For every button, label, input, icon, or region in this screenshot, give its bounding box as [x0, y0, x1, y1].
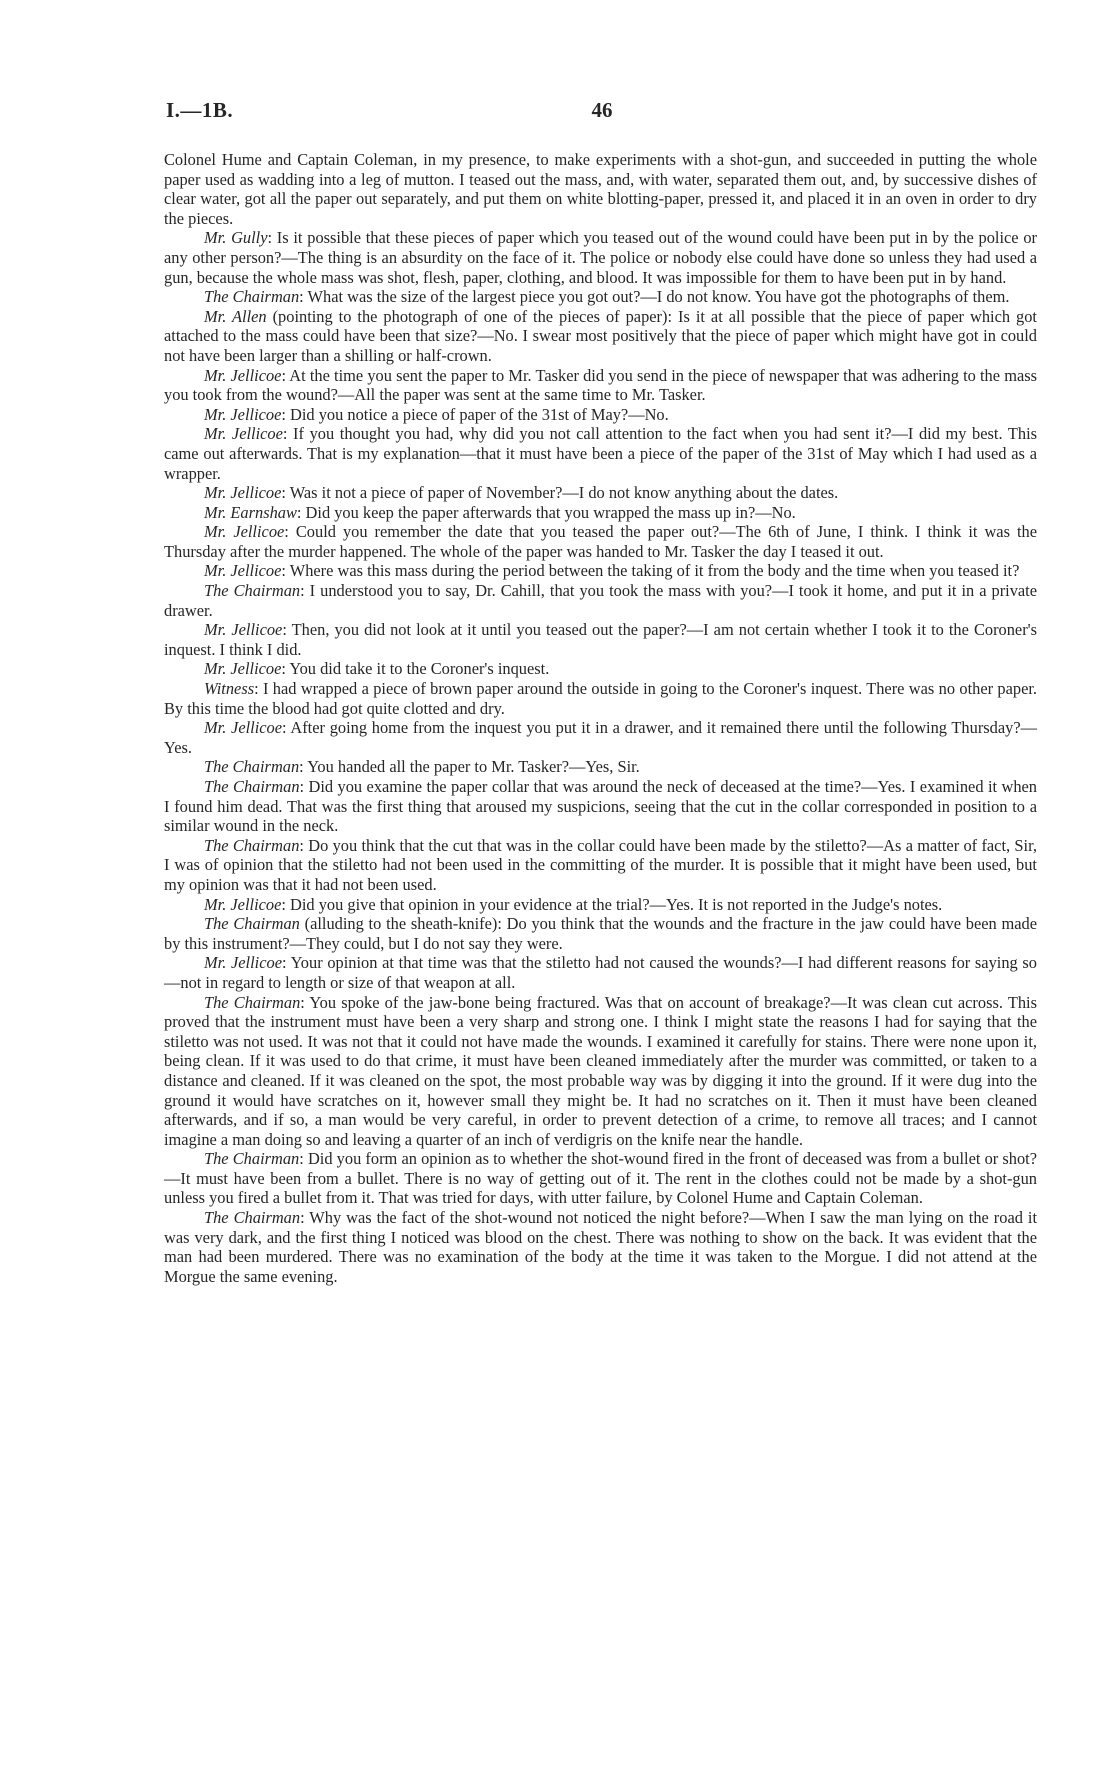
paragraph-text: : Was it not a piece of paper of November?—I do not know anything about the dates.: [281, 483, 839, 503]
testimony-paragraph: [164, 993, 1037, 1150]
paragraph-text: : You spoke of the jaw-bone being fractured. Was that on account of breakage?—It was clean cut across. This proved that the instrument must have been a very sharp and strong one. I think I might state the reasons I had for saying that the stiletto was not used. It was not that it could not have made the wounds. I examined it carefully for stains. There were none upon it, being clean. If it was used to do that crime, it must have been cleaned immediately after the murder was committed, or taken to a distance and cleaned. If it was cleaned on the spot, the most probable way was by digging it into the ground. If it were dug into the ground it would have scratches on it, however small they might be. It had no scratches on it. Then it must have been cleaned afterwards, and if so, a man would be very careful, in order to prevent detection of a crime, to remove all traces; and I cannot imagine a man doing so and leaving a quarter of an inch of verdigris on the knife near the handle.: [164, 992, 1037, 1149]
testimony-paragraph: [164, 561, 1037, 581]
paragraph-text: : At the time you sent the paper to Mr. Tasker did you send in the piece of newspaper that was adhering to the mass you took from the wound?—All the paper was sent at the same time to Mr. Tasker.: [164, 365, 1037, 405]
speaker-name: The Chairman: [204, 1149, 300, 1169]
document-reference: I.—1B.: [166, 98, 234, 122]
testimony-paragraph: [164, 757, 1037, 777]
testimony-paragraph: [164, 914, 1037, 953]
testimony-paragraph: [164, 483, 1037, 503]
testimony-paragraph: [164, 405, 1037, 425]
paragraph-text: : Did you keep the paper afterwards that you wrapped the mass up in?—No.: [296, 502, 796, 522]
speaker-name: The Chairman: [204, 777, 300, 796]
speaker-name: Mr. Jellicoe: [204, 561, 282, 581]
speaker-name: Mr. Earnshaw: [204, 502, 297, 522]
paragraph-text: : I had wrapped a piece of brown paper around the outside in going to the Coroner's inquest. There was no other paper. By this time the blood had got quite clotted and dry.: [164, 679, 1037, 718]
speaker-name: The Chairman: [204, 992, 301, 1012]
speaker-name: The Chairman: [204, 287, 300, 307]
document-body: [164, 150, 1037, 1286]
speaker-name: Mr. Jellicoe: [204, 953, 282, 973]
paragraph-text: : Did you notice a piece of paper of the 31st of May?—No.: [281, 404, 669, 424]
speaker-name: The Chairman: [204, 581, 301, 601]
testimony-paragraph: [164, 287, 1037, 307]
paragraph-text: : You did take it to the Coroner's inquest.: [281, 659, 550, 679]
testimony-paragraph: [164, 679, 1037, 718]
speaker-name: Mr. Jellicoe: [204, 659, 282, 679]
testimony-paragraph: [164, 895, 1037, 915]
testimony-paragraph: [164, 836, 1037, 895]
testimony-paragraph: [164, 307, 1037, 366]
speaker-name: Mr. Jellicoe: [204, 522, 285, 542]
page-header: [166, 98, 1038, 128]
paragraph-text: : After going home from the inquest you put it in a drawer, and it remained there until the following Thursday?—Yes.: [164, 718, 1037, 757]
paragraph-text: : Do you think that the cut that was in the collar could have been made by the stiletto?—As a matter of fact, Sir, I was of opinion that the stiletto had not been used in the committing of the murder. It is possible that it might have been used, but my opinion was that it had not been used.: [164, 835, 1037, 894]
testimony-paragraph: [164, 620, 1037, 659]
paragraph-text: : I understood you to say, Dr. Cahill, that you took the mass with you?—I took it home, and put it in a private drawer.: [164, 581, 1038, 620]
paragraph-text: : Is it possible that these pieces of paper which you teased out of the wound could have been put in by the police or any other person?—The thing is an absurdity on the face of it. The police or nobody else could have done so unless they had used a gun, because the whole mass was shot, flesh, paper, clothing, and blood. It was impossible for them to have been put in by hand.: [164, 228, 1037, 287]
speaker-name: The Chairman: [204, 757, 300, 777]
testimony-paragraph: [164, 366, 1037, 405]
testimony-paragraph: [164, 424, 1037, 483]
speaker-name: Mr. Jellicoe: [204, 483, 282, 503]
speaker-name: Mr. Jellicoe: [204, 718, 282, 738]
speaker-name: Mr. Gully: [204, 228, 268, 248]
testimony-paragraph: [164, 581, 1037, 620]
testimony-paragraph: [164, 718, 1037, 757]
testimony-paragraph: [164, 503, 1037, 523]
speaker-name: Mr. Allen: [204, 306, 267, 326]
testimony-paragraph: [164, 953, 1037, 992]
paragraph-text: : What was the size of the largest piece you got out?—I do not know. You have got the photographs of them.: [299, 287, 1010, 307]
paragraph-text: : Where was this mass during the period between the taking of it from the body and the time when you teased it?: [281, 561, 1020, 581]
speaker-name: The Chairman: [204, 835, 300, 855]
paragraph-text: (alluding to the sheath-knife): Do you think that the wounds and the fracture in the jaw could have been made by this instrument?—They could, but I do not say they were.: [164, 914, 1037, 953]
testimony-paragraph: [164, 150, 1037, 228]
paragraph-text: : Did you examine the paper collar that was around the neck of deceased at the time?—Yes. I examined it when I found him dead. That was the first thing that aroused my suspicions, seeing that the cut in the collar corresponded in position to a similar wound in the neck.: [164, 777, 1038, 836]
speaker-name: Mr. Jellicoe: [204, 620, 283, 640]
testimony-paragraph: [164, 522, 1037, 561]
paragraph-text: : Did you form an opinion as to whether the shot-wound fired in the front of deceased was from a bullet or shot?—It must have been from a bullet. There is no way of getting out of it. The rent in the clothes could not be made by a shot-gun unless you fired a bullet from it. That was tried for days, with utter failure, by Colonel Hume and Captain Coleman.: [164, 1149, 1038, 1208]
speaker-name: The Chairman: [204, 1208, 301, 1228]
testimony-paragraph: [164, 659, 1037, 679]
speaker-name: Mr. Jellicoe: [204, 365, 282, 385]
speaker-name: Mr. Jellicoe: [204, 404, 282, 424]
testimony-paragraph: [164, 1208, 1037, 1286]
paragraph-text: : Your opinion at that time was that the stiletto had not caused the wounds?—I had different reasons for saying so—not in regard to length or size of that weapon at all.: [164, 953, 1037, 992]
paragraph-text: Colonel Hume and Captain Coleman, in my presence, to make experiments with a shot-gun, and succeeded in putting the whole paper used as wadding into a leg of mutton. I teased out the mass, and, with water, separated them out, and, by successive dishes of clear water, got all the paper out separately, and put them on white blotting-paper, pressed it, and placed it in an oven in order to dry the pieces.: [164, 150, 1037, 228]
speaker-name: Witness: [204, 679, 255, 699]
speaker-name: The Chairman: [204, 914, 300, 934]
speaker-name: Mr. Jellicoe: [204, 424, 283, 444]
paragraph-text: : Why was the fact of the shot-wound not noticed the night before?—When I saw the man lying on the road it was very dark, and the first thing I noticed was blood on the chest. There was nothing to show on the back. It was evident that the man had been murdered. There was no examination of the body at the time it was taken to the Morgue. I did not attend at the Morgue the same evening.: [164, 1208, 1038, 1286]
paragraph-text: : Did you give that opinion in your evidence at the trial?—Yes. It is not reported in the Judge's notes.: [281, 894, 943, 914]
testimony-paragraph: [164, 228, 1037, 287]
speaker-name: Mr. Jellicoe: [204, 894, 282, 914]
paragraph-text: (pointing to the photograph of one of the pieces of paper): Is it at all possible that the piece of paper which got attached to the mass could have been that size?—No. I swear most positively that the piece of paper which might have got in could not have been larger than a shilling or half-crown.: [164, 306, 1037, 365]
page-number: 46: [591, 98, 613, 122]
testimony-paragraph: [164, 1149, 1037, 1208]
paragraph-text: : If you thought you had, why did you not call attention to the fact when you had sent it?—I did my best. This came out afterwards. That is my explanation—that it must have been a piece of the paper of the 31st of May which I had used as a wrapper.: [164, 424, 1038, 483]
paragraph-text: : Could you remember the date that you teased the paper out?—The 6th of June, I think. I think it was the Thursday after the murder happened. The whole of the paper was handed to Mr. Tasker the day I teased it out.: [164, 522, 1037, 561]
paragraph-text: : Then, you did not look at it until you teased out the paper?—I am not certain whether I took it to the Coroner's inquest. I think I did.: [164, 620, 1037, 659]
testimony-paragraph: [164, 777, 1037, 836]
paragraph-text: : You handed all the paper to Mr. Tasker?—Yes, Sir.: [299, 757, 640, 777]
